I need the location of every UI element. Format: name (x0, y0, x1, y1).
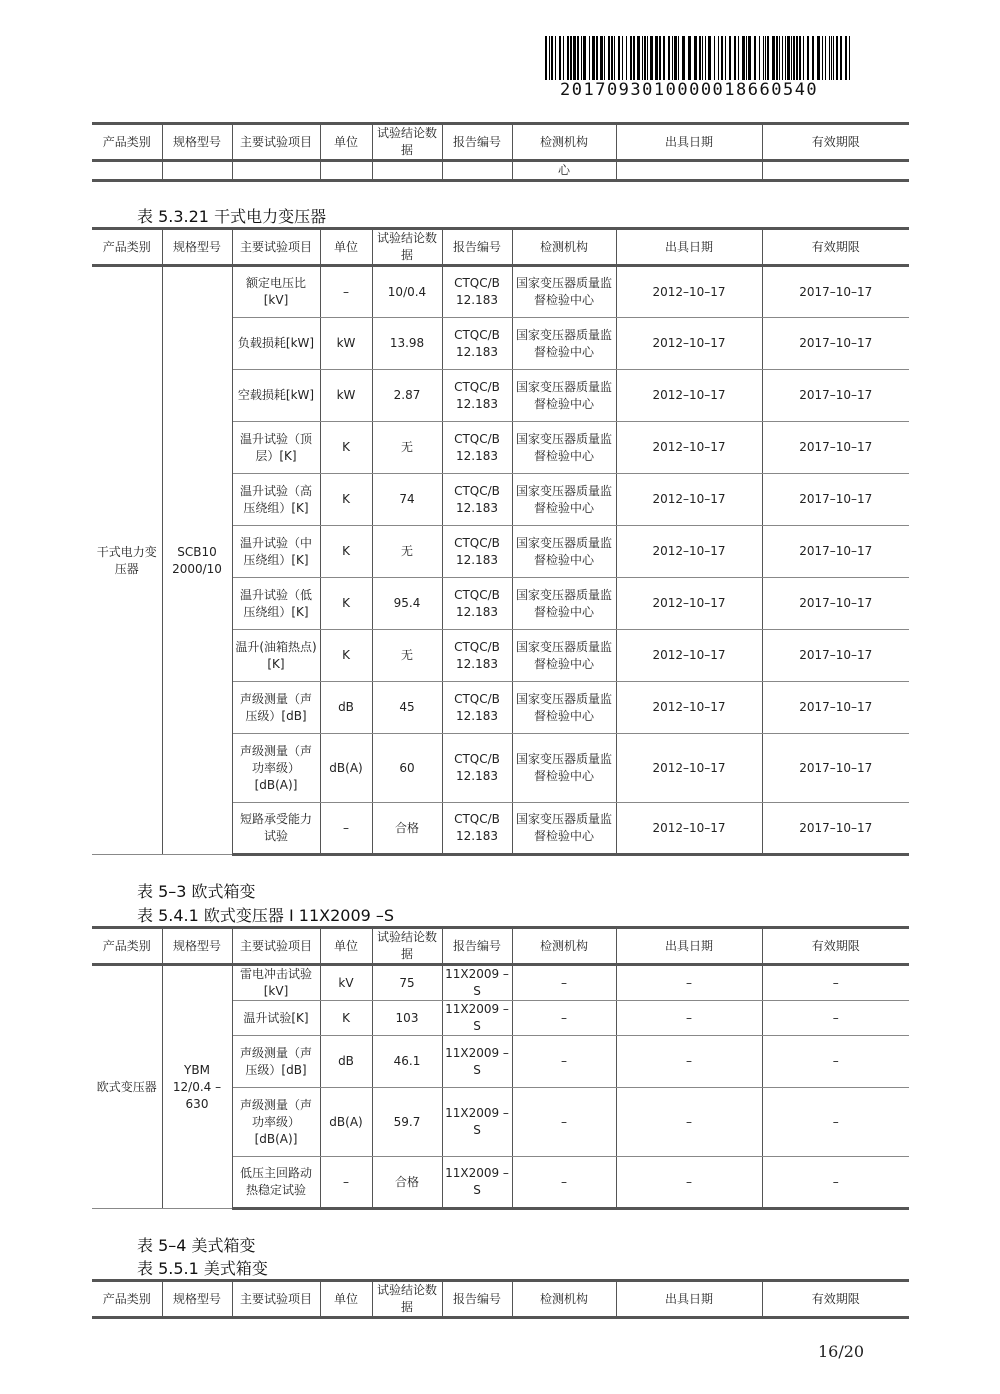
header-cell: 出具日期 (616, 1281, 762, 1318)
valid-until-cell: 2017–10–17 (762, 578, 909, 630)
value-cell: 46.1 (372, 1036, 442, 1088)
report-number-cell: 11X2009 –S (442, 965, 512, 1001)
value-cell: 59.7 (372, 1088, 442, 1157)
caption-5-4-1: 表 5.4.1 欧式变压器 Ⅰ 11X2009 –S (137, 906, 395, 925)
value-cell: 无 (372, 526, 442, 578)
value-cell: 103 (372, 1001, 442, 1036)
header-cell: 报告编号 (442, 1281, 512, 1318)
valid-until-cell: 2017–10–17 (762, 318, 909, 370)
org-cell: 国家变压器质量监督检验中心 (512, 578, 616, 630)
report-number-cell: CTQC/B 12.183 (442, 578, 512, 630)
report-number-cell: CTQC/B 12.183 (442, 422, 512, 474)
header-cell: 出具日期 (616, 928, 762, 965)
product-category-cell: 欧式变压器 (92, 965, 162, 1209)
barcode-number: 2017093010000018660540 (560, 80, 819, 100)
org-cell: 国家变压器质量监督检验中心 (512, 266, 616, 318)
test-item-cell: 温升试验（高压绕组）[K] (232, 474, 320, 526)
org-cell: 国家变压器质量监督检验中心 (512, 370, 616, 422)
valid-until-cell: 2017–10–17 (762, 266, 909, 318)
header-cell: 单位 (320, 1281, 372, 1318)
org-cell: – (512, 1001, 616, 1036)
issue-date-cell: 2012–10–17 (616, 803, 762, 855)
header-cell: 单位 (320, 124, 372, 161)
value-cell: 2.87 (372, 370, 442, 422)
test-item-cell: 声级测量（声压级）[dB] (232, 1036, 320, 1088)
test-item-cell: 额定电压比[kV] (232, 266, 320, 318)
valid-until-cell: – (762, 1088, 909, 1157)
org-cell: 国家变压器质量监督检验中心 (512, 526, 616, 578)
test-item-cell: 声级测量（声功率级）[dB(A)] (232, 734, 320, 803)
table-row (92, 266, 909, 318)
report-number-cell: CTQC/B 12.183 (442, 474, 512, 526)
unit-cell: dB(A) (320, 1088, 372, 1157)
header-cell: 报告编号 (442, 124, 512, 161)
org-cell: 心 (512, 161, 616, 181)
header-cell: 规格型号 (162, 1281, 232, 1318)
unit-cell: dB (320, 682, 372, 734)
issue-date-cell: – (616, 1001, 762, 1036)
report-number-cell: 11X2009 –S (442, 1088, 512, 1157)
header-cell: 主要试验项目 (232, 229, 320, 266)
unit-cell: dB(A) (320, 734, 372, 803)
org-cell: – (512, 1036, 616, 1088)
header-cell: 产品类别 (92, 1281, 162, 1318)
header-row (92, 928, 909, 965)
header-cell: 报告编号 (442, 928, 512, 965)
value-cell: 60 (372, 734, 442, 803)
barcode (545, 36, 853, 80)
header-cell: 有效期限 (762, 928, 909, 965)
valid-until-cell: – (762, 965, 909, 1001)
header-cell: 报告编号 (442, 229, 512, 266)
header-cell: 检测机构 (512, 1281, 616, 1318)
unit-cell: kW (320, 318, 372, 370)
page-number: 16/20 (818, 1342, 865, 1361)
header-cell: 有效期限 (762, 1281, 909, 1318)
report-number-cell: CTQC/B 12.183 (442, 734, 512, 803)
org-cell: – (512, 1088, 616, 1157)
value-cell: 无 (372, 422, 442, 474)
test-item-cell: 声级测量（声压级）[dB] (232, 682, 320, 734)
issue-date-cell: – (616, 1088, 762, 1157)
issue-date-cell: 2012–10–17 (616, 682, 762, 734)
report-number-cell: CTQC/B 12.183 (442, 370, 512, 422)
header-cell: 产品类别 (92, 124, 162, 161)
test-item-cell: 温升试验[K] (232, 1001, 320, 1036)
valid-until-cell: – (762, 1001, 909, 1036)
table-5-4-1 (92, 926, 909, 1210)
valid-until-cell: 2017–10–17 (762, 630, 909, 682)
caption-5-4: 表 5–4 美式箱变 (137, 1236, 256, 1255)
issue-date-cell: – (616, 1157, 762, 1209)
table-5-3-21 (92, 227, 909, 856)
top-table (92, 122, 909, 182)
valid-until-cell: 2017–10–17 (762, 422, 909, 474)
issue-date-cell: 2012–10–17 (616, 734, 762, 803)
value-cell: 95.4 (372, 578, 442, 630)
report-number-cell: 11X2009 –S (442, 1036, 512, 1088)
table-5-5-1 (92, 1279, 909, 1319)
header-cell: 有效期限 (762, 229, 909, 266)
unit-cell: K (320, 526, 372, 578)
header-cell: 规格型号 (162, 229, 232, 266)
valid-until-cell: – (762, 1036, 909, 1088)
issue-date-cell: 2012–10–17 (616, 266, 762, 318)
org-cell: – (512, 965, 616, 1001)
valid-until-cell: 2017–10–17 (762, 526, 909, 578)
unit-cell: K (320, 1001, 372, 1036)
org-cell: 国家变压器质量监督检验中心 (512, 422, 616, 474)
valid-until-cell: 2017–10–17 (762, 474, 909, 526)
org-cell: – (512, 1157, 616, 1209)
issue-date-cell: 2012–10–17 (616, 318, 762, 370)
header-cell: 检测机构 (512, 928, 616, 965)
header-cell: 出具日期 (616, 124, 762, 161)
header-row (92, 229, 909, 266)
header-cell: 主要试验项目 (232, 124, 320, 161)
valid-until-cell: 2017–10–17 (762, 803, 909, 855)
org-cell: 国家变压器质量监督检验中心 (512, 474, 616, 526)
test-item-cell: 声级测量（声功率级）[dB(A)] (232, 1088, 320, 1157)
valid-until-cell: 2017–10–17 (762, 370, 909, 422)
issue-date-cell: 2012–10–17 (616, 578, 762, 630)
header-cell: 试验结论数据 (372, 124, 442, 161)
issue-date-cell: 2012–10–17 (616, 370, 762, 422)
issue-date-cell: – (616, 965, 762, 1001)
valid-until-cell: 2017–10–17 (762, 734, 909, 803)
header-cell: 有效期限 (762, 124, 909, 161)
valid-until-cell: 2017–10–17 (762, 682, 909, 734)
issue-date-cell: 2012–10–17 (616, 526, 762, 578)
org-cell: 国家变压器质量监督检验中心 (512, 734, 616, 803)
header-row (92, 1281, 909, 1318)
issue-date-cell: 2012–10–17 (616, 630, 762, 682)
report-number-cell: 11X2009 –S (442, 1157, 512, 1209)
header-cell: 出具日期 (616, 229, 762, 266)
report-number-cell: CTQC/B 12.183 (442, 526, 512, 578)
unit-cell: kW (320, 370, 372, 422)
value-cell: 合格 (372, 1157, 442, 1209)
report-number-cell: CTQC/B 12.183 (442, 682, 512, 734)
header-cell: 产品类别 (92, 928, 162, 965)
value-cell: 无 (372, 630, 442, 682)
test-item-cell: 雷电冲击试验[kV] (232, 965, 320, 1001)
unit-cell: kV (320, 965, 372, 1001)
org-cell: 国家变压器质量监督检验中心 (512, 630, 616, 682)
unit-cell: – (320, 266, 372, 318)
header-cell: 检测机构 (512, 229, 616, 266)
header-cell: 主要试验项目 (232, 928, 320, 965)
unit-cell: – (320, 803, 372, 855)
test-item-cell: 短路承受能力试验 (232, 803, 320, 855)
header-cell: 试验结论数据 (372, 928, 442, 965)
caption-5-3: 表 5–3 欧式箱变 (137, 882, 256, 901)
test-item-cell: 空载损耗[kW] (232, 370, 320, 422)
product-category-cell: 干式电力变压器 (92, 266, 162, 855)
unit-cell: – (320, 1157, 372, 1209)
header-cell: 单位 (320, 928, 372, 965)
test-item-cell: 温升试验（低压绕组）[K] (232, 578, 320, 630)
header-cell: 试验结论数据 (372, 229, 442, 266)
report-number-cell: CTQC/B 12.183 (442, 266, 512, 318)
table-row (92, 965, 909, 1001)
test-item-cell: 低压主回路动热稳定试验 (232, 1157, 320, 1209)
issue-date-cell: 2012–10–17 (616, 474, 762, 526)
report-number-cell: CTQC/B 12.183 (442, 318, 512, 370)
unit-cell: K (320, 630, 372, 682)
header-cell: 规格型号 (162, 124, 232, 161)
issue-date-cell: – (616, 1036, 762, 1088)
org-cell: 国家变压器质量监督检验中心 (512, 682, 616, 734)
test-item-cell: 温升试验（顶层）[K] (232, 422, 320, 474)
caption-5-5-1: 表 5.5.1 美式箱变 (137, 1259, 268, 1278)
header-cell: 主要试验项目 (232, 1281, 320, 1318)
org-cell: 国家变压器质量监督检验中心 (512, 318, 616, 370)
value-cell: 合格 (372, 803, 442, 855)
value-cell: 45 (372, 682, 442, 734)
report-number-cell: 11X2009 –S (442, 1001, 512, 1036)
header-cell: 产品类别 (92, 229, 162, 266)
valid-until-cell: – (762, 1157, 909, 1209)
report-number-cell: CTQC/B 12.183 (442, 630, 512, 682)
test-item-cell: 温升(油箱热点)[K] (232, 630, 320, 682)
header-cell: 规格型号 (162, 928, 232, 965)
header-cell: 试验结论数据 (372, 1281, 442, 1318)
report-number-cell: CTQC/B 12.183 (442, 803, 512, 855)
unit-cell: K (320, 474, 372, 526)
table-row (92, 161, 909, 181)
header-cell: 检测机构 (512, 124, 616, 161)
test-item-cell: 温升试验（中压绕组）[K] (232, 526, 320, 578)
test-item-cell: 负载损耗[kW] (232, 318, 320, 370)
value-cell: 13.98 (372, 318, 442, 370)
org-cell: 国家变压器质量监督检验中心 (512, 803, 616, 855)
model-cell: YBM 12/0.4 – 630 (162, 965, 232, 1209)
caption-5-3-21: 表 5.3.21 干式电力变压器 (137, 207, 327, 226)
unit-cell: K (320, 578, 372, 630)
unit-cell: dB (320, 1036, 372, 1088)
issue-date-cell: 2012–10–17 (616, 422, 762, 474)
header-row (92, 124, 909, 161)
unit-cell: K (320, 422, 372, 474)
value-cell: 10/0.4 (372, 266, 442, 318)
header-cell: 单位 (320, 229, 372, 266)
value-cell: 75 (372, 965, 442, 1001)
model-cell: SCB10 2000/10 (162, 266, 232, 855)
value-cell: 74 (372, 474, 442, 526)
